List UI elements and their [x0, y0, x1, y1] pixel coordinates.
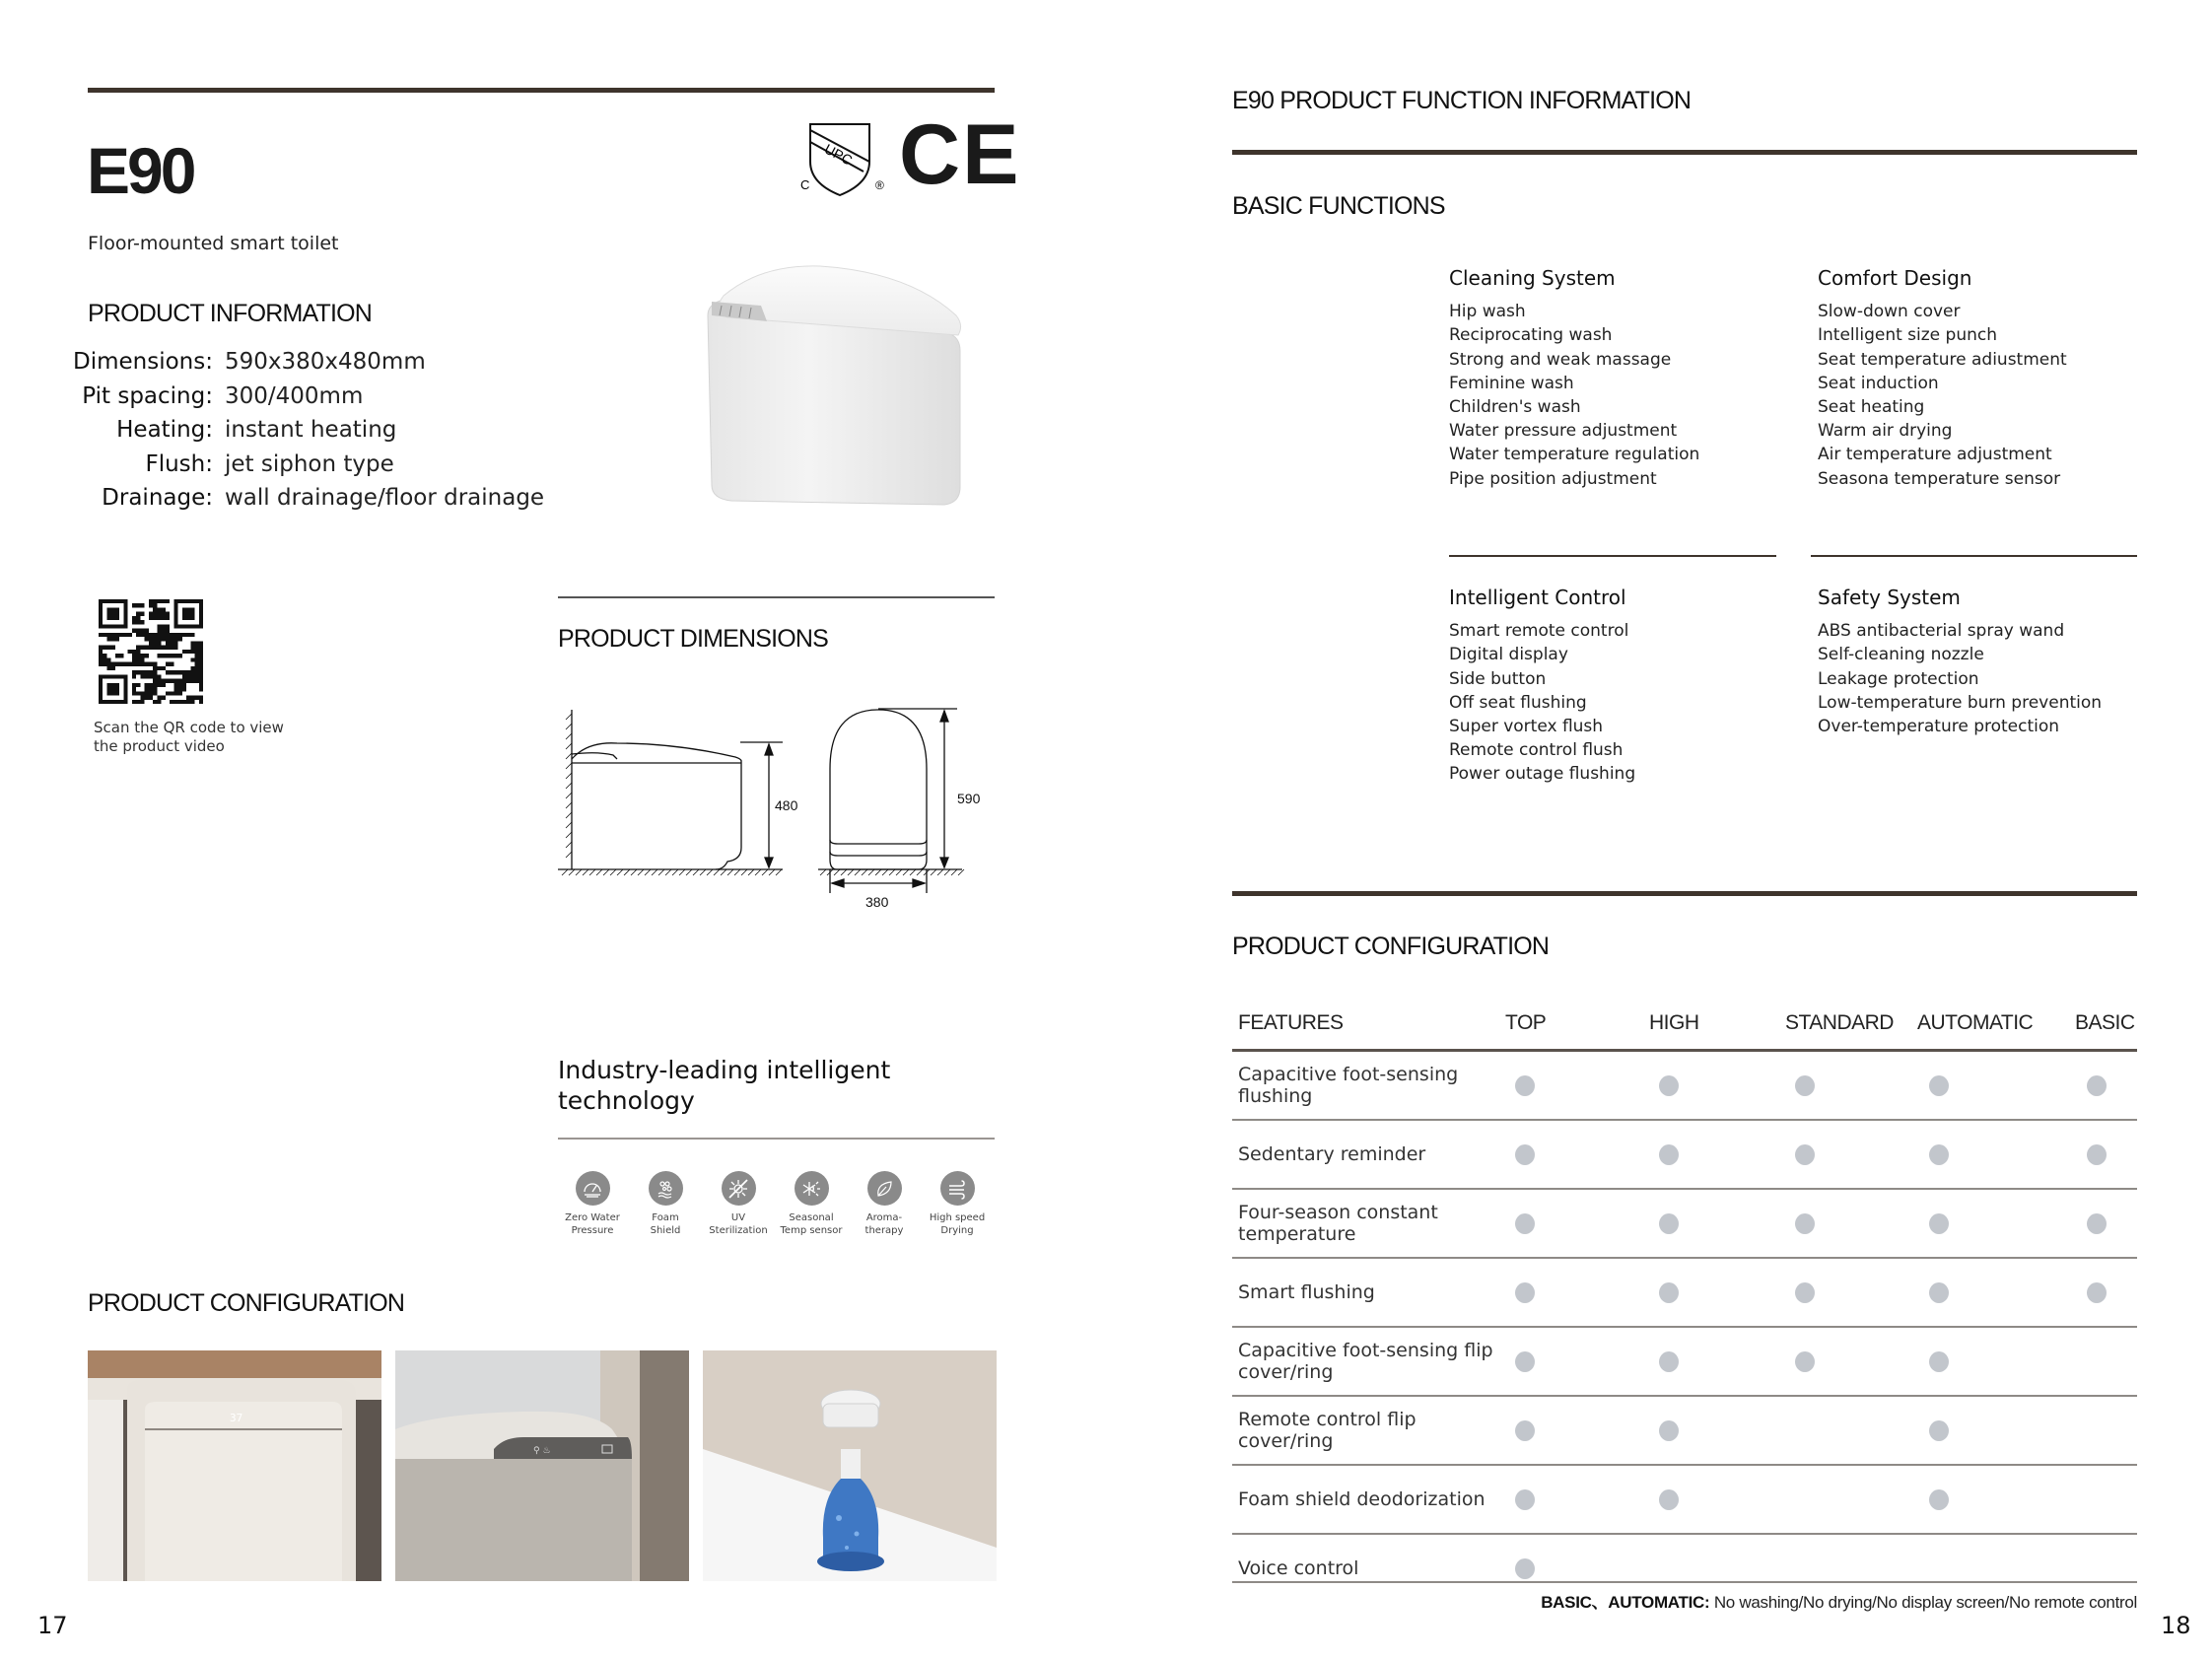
function-item: Strong and weak massage [1449, 349, 1672, 370]
table-row [1232, 1465, 2137, 1534]
cell-standard [1785, 1120, 1917, 1189]
function-group-heading: Safety System [1818, 586, 1961, 609]
included-dot-icon [2087, 1282, 2107, 1303]
function-group-heading: Intelligent Control [1449, 586, 1626, 609]
tech-item-zero-water-pressure [558, 1171, 627, 1237]
model-title: E90 [87, 134, 194, 207]
cell-high [1643, 1396, 1785, 1465]
feature-name: Voice control [1232, 1534, 1505, 1602]
function-item: Seasona temperature sensor [1818, 468, 2061, 489]
included-dot-icon [1659, 1420, 1679, 1441]
info-label: Dimensions: [73, 349, 213, 375]
cell-top [1505, 1189, 1643, 1258]
tech-label-line1: Aroma- [865, 1212, 903, 1223]
included-dot-icon [1929, 1420, 1949, 1441]
included-dot-icon [1515, 1075, 1535, 1096]
info-value: 590x380x480mm [225, 349, 426, 375]
info-value: 300/400mm [225, 382, 364, 409]
photo-foam-bottle [703, 1350, 997, 1581]
info-row-heating [59, 413, 544, 448]
cell-top [1505, 1327, 1643, 1396]
cell-basic [2075, 1396, 2137, 1465]
tech-label-line2: therapy [864, 1225, 904, 1236]
configuration-title: PRODUCT CONFIGURATION [1232, 933, 1550, 960]
upc-c-mark: C [800, 177, 810, 192]
upc-certification-mark [798, 122, 887, 197]
function-group-intelligent-control [1449, 586, 1635, 787]
dimensions-rule [558, 596, 995, 598]
cell-high [1643, 1465, 1785, 1534]
column-header-automatic: AUTOMATIC [1917, 994, 2075, 1051]
info-label: Heating: [116, 417, 213, 443]
cell-high [1643, 1258, 1785, 1327]
column-header-top: TOP [1505, 994, 1643, 1051]
upc-shield-text: UPC [821, 140, 856, 169]
wind-icon [940, 1171, 975, 1206]
function-item: Slow-down cover [1818, 302, 1961, 322]
included-dot-icon [1929, 1282, 1949, 1303]
included-dot-icon [1795, 1351, 1815, 1372]
note-text: No washing/No drying/No display screen/No remote control [1713, 1593, 2137, 1612]
ce-certification-mark: CE [899, 107, 1021, 202]
included-dot-icon [1515, 1489, 1535, 1510]
included-dot-icon [1929, 1213, 1949, 1234]
function-item: Seat heating [1818, 397, 1925, 418]
info-value: jet siphon type [225, 450, 394, 477]
included-dot-icon [1515, 1282, 1535, 1303]
gauge-icon [576, 1171, 610, 1206]
feature-name: Four-season constant temperature [1232, 1189, 1505, 1258]
cell-automatic [1917, 1465, 2075, 1534]
function-item: Hip wash [1449, 302, 1526, 322]
column-header-features: FEATURES [1232, 994, 1505, 1051]
included-dot-icon [1515, 1420, 1535, 1441]
cell-automatic [1917, 1258, 2075, 1327]
cell-basic [2075, 1051, 2137, 1121]
tech-label-line2: Pressure [571, 1225, 614, 1236]
width-dimension-label: 380 [865, 894, 889, 910]
included-dot-icon [1515, 1558, 1535, 1579]
function-item: Air temperature adjustment [1818, 445, 2052, 465]
info-row-flush [59, 448, 544, 482]
top-rule-right [1232, 150, 2137, 155]
tech-item-foam-shield [631, 1171, 700, 1237]
upc-registered-mark: ® [875, 178, 884, 192]
photo-display-panel [88, 1350, 381, 1581]
feature-name: Capacitive foot-sensing flushing [1232, 1051, 1505, 1121]
included-dot-icon [1929, 1075, 1949, 1096]
uv-virus-icon [722, 1171, 756, 1206]
column-header-high: HIGH [1643, 994, 1785, 1051]
function-item: Water pressure adjustment [1449, 421, 1678, 442]
cell-standard [1785, 1396, 1917, 1465]
function-divider-left [1449, 555, 1776, 557]
cell-basic [2075, 1327, 2137, 1396]
top-rule-left [88, 88, 995, 93]
included-dot-icon [1659, 1075, 1679, 1096]
tech-item-aromatherapy [850, 1171, 919, 1237]
function-group-comfort [1818, 266, 2067, 491]
info-row-dimensions [59, 345, 544, 380]
snowflake-sun-icon [795, 1171, 829, 1206]
function-item: Feminine wash [1449, 373, 1574, 393]
qr-caption: Scan the QR code to view the product video [94, 719, 284, 755]
tech-label-line2: Temp sensor [780, 1225, 843, 1236]
tech-item-high-speed-drying [923, 1171, 992, 1237]
tech-label-line2: Drying [940, 1225, 974, 1236]
function-group-cleaning [1449, 266, 1699, 491]
tech-label-line1: Foam [652, 1212, 679, 1223]
function-item: Super vortex flush [1449, 717, 1604, 737]
tech-item-seasonal-temp [777, 1171, 846, 1237]
cell-standard [1785, 1189, 1917, 1258]
included-dot-icon [2087, 1075, 2107, 1096]
cell-basic [2075, 1189, 2137, 1258]
feature-name: Remote control flip cover/ring [1232, 1396, 1505, 1465]
function-item: Pipe position adjustment [1449, 468, 1657, 489]
included-dot-icon [1659, 1282, 1679, 1303]
page-number-left: 17 [37, 1612, 68, 1639]
info-label: Flush: [145, 450, 213, 477]
svg-text:⚲ ♨: ⚲ ♨ [533, 1446, 551, 1456]
cell-automatic [1917, 1396, 2075, 1465]
cell-automatic [1917, 1189, 2075, 1258]
display-readout: 37 [230, 1412, 243, 1424]
table-row [1232, 1258, 2137, 1327]
included-dot-icon [1659, 1489, 1679, 1510]
tech-label-line1: Seasonal [789, 1212, 834, 1223]
function-item: Seat temperature adiustment [1818, 349, 2067, 370]
tech-label-line1: Zero Water [565, 1212, 620, 1223]
function-item: Digital display [1449, 645, 1568, 665]
function-group-heading: Cleaning System [1449, 266, 1616, 290]
cell-automatic [1917, 1120, 2075, 1189]
included-dot-icon [1659, 1213, 1679, 1234]
included-dot-icon [1795, 1282, 1815, 1303]
included-dot-icon [1515, 1351, 1535, 1372]
dimensions-drawing [558, 700, 1002, 917]
cell-automatic [1917, 1051, 2075, 1121]
cell-basic [2075, 1258, 2137, 1327]
cell-automatic [1917, 1327, 2075, 1396]
leaf-icon [867, 1171, 902, 1206]
configuration-rule [1232, 891, 2137, 896]
cell-standard [1785, 1327, 1917, 1396]
included-dot-icon [1795, 1144, 1815, 1165]
included-dot-icon [1795, 1075, 1815, 1096]
cell-standard [1785, 1258, 1917, 1327]
info-value: instant heating [225, 417, 397, 443]
feature-name: Smart flushing [1232, 1258, 1505, 1327]
function-item: Side button [1449, 668, 1547, 689]
cell-basic [2075, 1465, 2137, 1534]
function-item: Children's wash [1449, 397, 1581, 418]
function-item: Intelligent size punch [1818, 325, 1998, 346]
included-dot-icon [1929, 1144, 1949, 1165]
cell-basic [2075, 1120, 2137, 1189]
table-row [1232, 1051, 2137, 1121]
included-dot-icon [1929, 1489, 1949, 1510]
table-row [1232, 1396, 2137, 1465]
info-label: Pit spacing: [82, 382, 213, 409]
cell-top [1505, 1120, 1643, 1189]
included-dot-icon [2087, 1213, 2107, 1234]
product-information-list [59, 345, 544, 516]
product-image-toilet [702, 264, 978, 511]
cell-top [1505, 1396, 1643, 1465]
photo-side-buttons [395, 1350, 689, 1581]
column-header-basic: BASIC [2075, 994, 2137, 1051]
included-dot-icon [1659, 1144, 1679, 1165]
product-information-title: PRODUCT INFORMATION [88, 300, 373, 327]
included-dot-icon [1515, 1144, 1535, 1165]
function-item: Reciprocating wash [1449, 325, 1613, 346]
feature-name: Sedentary reminder [1232, 1120, 1505, 1189]
function-item: Warm air drying [1818, 421, 1953, 442]
cell-top [1505, 1465, 1643, 1534]
technology-title: Industry-leading intelligent technology [558, 1056, 891, 1115]
function-item: Water temperature regulation [1449, 445, 1700, 465]
cell-top [1505, 1258, 1643, 1327]
function-item: Off seat flushing [1449, 692, 1587, 713]
function-item: Remote control flush [1449, 740, 1624, 761]
table-row [1232, 1327, 2137, 1396]
function-info-title: E90 PRODUCT FUNCTION INFORMATION [1232, 87, 1692, 114]
info-value: wall drainage/floor drainage [225, 485, 545, 511]
product-dimensions-title: PRODUCT DIMENSIONS [558, 625, 829, 653]
info-row-drainage [59, 481, 544, 516]
included-dot-icon [1659, 1351, 1679, 1372]
foam-bubbles-icon [649, 1171, 683, 1206]
cell-high [1643, 1051, 1785, 1121]
configuration-table [1232, 994, 2137, 1602]
left-configuration-title: PRODUCT CONFIGURATION [88, 1289, 405, 1317]
cell-standard [1785, 1465, 1917, 1534]
technology-icons [558, 1171, 992, 1237]
included-dot-icon [1929, 1351, 1949, 1372]
function-item: Low-temperature burn prevention [1818, 692, 2103, 713]
function-item: Leakage protection [1818, 668, 1979, 689]
product-subtitle: Floor-mounted smart toilet [88, 233, 339, 254]
function-item: Smart remote control [1449, 621, 1629, 642]
basic-functions-title: BASIC FUNCTIONS [1232, 192, 1445, 220]
tech-label-line1: UV [730, 1212, 746, 1223]
function-item: Power outage flushing [1449, 764, 1636, 785]
included-dot-icon [1515, 1213, 1535, 1234]
cell-top [1505, 1051, 1643, 1121]
tech-label-line2: Shield [650, 1225, 681, 1236]
info-row-pit-spacing [59, 380, 544, 414]
feature-name: Foam shield deodorization [1232, 1465, 1505, 1534]
cell-high [1643, 1120, 1785, 1189]
info-label: Drainage: [102, 485, 213, 511]
function-item: Self-cleaning nozzle [1818, 645, 1984, 665]
tech-label-line2: Sterilization [709, 1225, 768, 1236]
note-bold: BASIC、AUTOMATIC: [1541, 1593, 1710, 1612]
included-dot-icon [1795, 1213, 1815, 1234]
length-dimension-label: 590 [957, 791, 981, 806]
table-bottom-rule [1232, 1581, 2137, 1583]
tech-item-uv-sterilization [704, 1171, 773, 1237]
page-number-right: 18 [2161, 1612, 2191, 1639]
table-row [1232, 1120, 2137, 1189]
cell-standard [1785, 1051, 1917, 1121]
cell-high [1643, 1189, 1785, 1258]
qr-code[interactable] [99, 599, 203, 704]
technology-rule [558, 1138, 995, 1140]
function-group-heading: Comfort Design [1818, 266, 1972, 290]
function-divider-right [1811, 555, 2137, 557]
tech-label-line1: High speed [929, 1212, 986, 1223]
configuration-note [1541, 1588, 2137, 1613]
function-item: Seat induction [1818, 373, 1939, 393]
height-dimension-label: 480 [775, 797, 798, 813]
function-item: Over-temperature protection [1818, 717, 2060, 737]
column-header-standard: STANDARD [1785, 994, 1917, 1051]
feature-name: Capacitive foot-sensing flip cover/ring [1232, 1327, 1505, 1396]
function-group-safety [1818, 586, 2102, 738]
cell-high [1643, 1327, 1785, 1396]
function-item: ABS antibacterial spray wand [1818, 621, 2065, 642]
table-header-row [1232, 994, 2137, 1051]
table-row [1232, 1189, 2137, 1258]
included-dot-icon [2087, 1144, 2107, 1165]
